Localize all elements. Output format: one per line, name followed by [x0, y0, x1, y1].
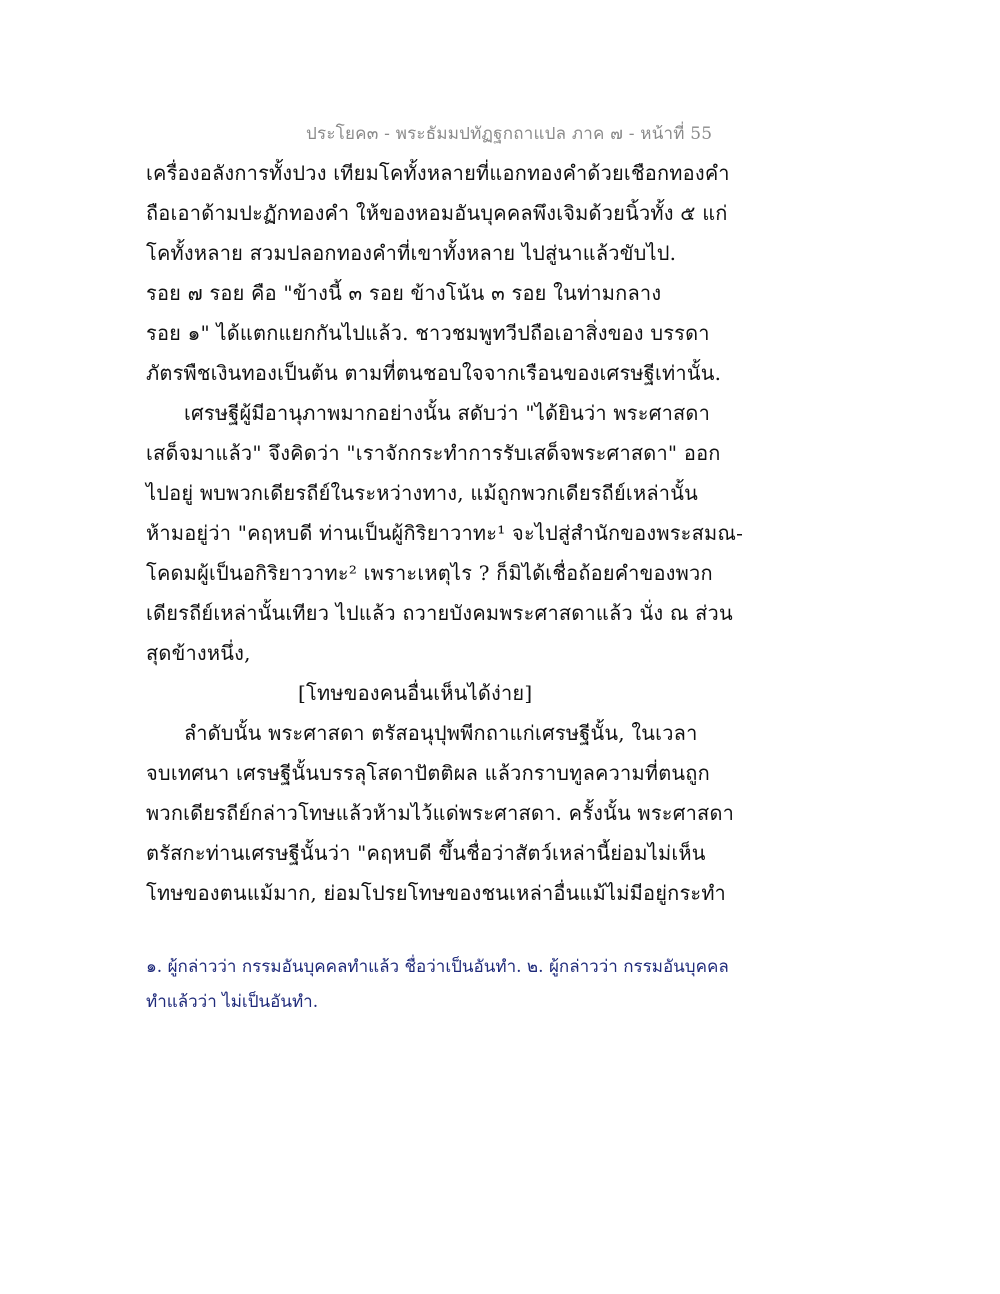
text-line: เครื่องอลังการทั้งปวง เทียมโคทั้งหลายที่แอกทองคำด้วยเชือกทองคำ [146, 161, 730, 185]
footnotes [146, 950, 766, 1020]
paragraph-start-line: เศรษฐีผู้มีอานุภาพมากอย่างนั้น สดับว่า "ได้ยินว่า พระศาสดา [184, 401, 711, 425]
text-line: ตรัสกะท่านเศรษฐีนั้นว่า "คฤหบดี ขึ้นชื่อว่าสัตว์เหล่านี้ย่อมไม่เห็น [146, 841, 706, 865]
section-heading: [โทษของคนอื่นเห็นได้ง่าย] [298, 681, 533, 705]
text-line: จบเทศนา เศรษฐีนั้นบรรลุโสดาปัตติผล แล้วกราบทูลความที่ตนถูก [146, 761, 710, 785]
text-line: โคทั้งหลาย สวมปลอกทองคำที่เขาทั้งหลาย ไปสู่นาแล้วขับไป. [146, 241, 677, 265]
text-line: ถือเอาด้ามปะฏักทองคำ ให้ของหอมอันบุคคลพึงเจิมด้วยนิ้วทั้ง ๕ แก่ [146, 201, 728, 225]
text-line: พวกเดียรถีย์กล่าวโทษแล้วห้ามไว้แด่พระศาสดา. ครั้งนั้น พระศาสดา [146, 801, 735, 825]
body-text [146, 153, 744, 913]
text-line: โคดมผู้เป็นอกิริยาวาทะ² เพราะเหตุไร ? ก็มิได้เชื่อถ้อยคำของพวก [146, 561, 713, 585]
paragraph-start-line: ลำดับนั้น พระศาสดา ตรัสอนุปุพพีกถาแก่เศรษฐีนั้น, ในเวลา [184, 721, 698, 745]
text-line: ห้ามอยู่ว่า "คฤหบดี ท่านเป็นผู้กิริยาวาทะ¹ จะไปสู่สำนักของพระสมณ- [146, 521, 744, 545]
text-line: สุดข้างหนึ่ง, [146, 641, 251, 665]
footnote-line: ๑. ผู้กล่าวว่า กรรมอันบุคคลทำแล้ว ชื่อว่าเป็นอันทำ. ๒. ผู้กล่าวว่า กรรมอันบุคคล [146, 957, 729, 977]
footnote-line: ทำแล้วว่า ไม่เป็นอันทำ. [146, 992, 319, 1012]
text-line: รอย ๗ รอย คือ "ข้างนี้ ๓ รอย ข้างโน้น ๓ รอย ในท่ามกลาง [146, 281, 662, 305]
text-line: เดียรถีย์เหล่านั้นเทียว ไปแล้ว ถวายบังคมพระศาสดาแล้ว นั่ง ณ ส่วน [146, 601, 733, 625]
text-line: รอย ๑" ได้แตกแยกกันไปแล้ว. ชาวชมพูทวีปถือเอาสิ่งของ บรรดา [146, 321, 710, 345]
text-line: ภัตรพืชเงินทองเป็นต้น ตามที่ตนชอบใจจากเรือนของเศรษฐีเท่านั้น. [146, 361, 722, 385]
running-header: ประโยค๓ - พระธัมมปทัฏฐกถาแปล ภาค ๗ - หน้าที่ 55 [306, 124, 713, 144]
text-line: เสด็จมาแล้ว" จึงคิดว่า "เราจักกระทำการรับเสด็จพระศาสดา" ออก [146, 441, 721, 465]
text-line: ไปอยู่ พบพวกเดียรถีย์ในระหว่างทาง, แม้ถูกพวกเดียรถีย์เหล่านั้น [146, 481, 698, 505]
text-line: โทษของตนแม้มาก, ย่อมโปรยโทษของชนเหล่าอื่นแม้ไม่มีอยู่กระทำ [146, 881, 726, 905]
